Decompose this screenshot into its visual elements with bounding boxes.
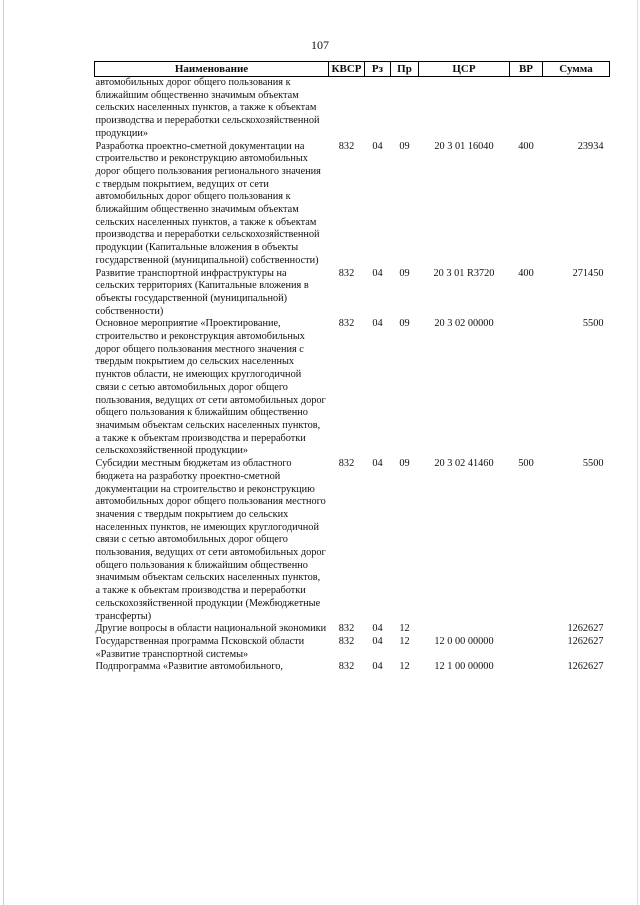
table-row — [95, 77, 610, 141]
row-csr: 20 3 02 41460 — [434, 458, 494, 470]
row-csr: 20 3 02 00000 — [434, 318, 494, 330]
row-kvsr: 832 — [338, 140, 355, 152]
row-sum: 23934 — [577, 140, 604, 152]
row-sum: 1262627 — [567, 661, 604, 673]
header-sum: Сумма — [543, 62, 610, 77]
row-vr: 400 — [518, 267, 534, 279]
header-vr: ВР — [510, 62, 543, 77]
page-number: 107 — [311, 38, 329, 52]
row-kvsr: 832 — [338, 318, 355, 330]
row-pr: 12 — [399, 661, 410, 673]
row-rz: 04 — [372, 267, 383, 279]
row-vr: 400 — [518, 140, 534, 152]
row-vr — [510, 623, 543, 636]
row-rz — [365, 77, 391, 141]
row-kvsr: 832 — [338, 661, 355, 673]
budget-table — [94, 61, 610, 674]
table-row — [95, 458, 610, 623]
table-header-row — [95, 62, 610, 77]
row-rz: 04 — [372, 635, 383, 647]
row-csr: 12 1 00 00000 — [434, 661, 494, 673]
row-kvsr — [329, 77, 365, 141]
row-rz: 04 — [372, 661, 383, 673]
row-vr — [510, 661, 543, 674]
row-rz: 04 — [372, 623, 383, 635]
row-name: Разработка проектно-сметной документации на строительство и реконструкцию автомобильных дорог общего пользования регионального значения с твердым покрытием, ведущих от сети автомобильных дорог общего пользования к ближайшим общественно значимым объектам сельских населенных пунктов, а также к объектам производства и переработки сельскохозяйственной продукции (Капитальные вложения в объекты государственной (муниципальной) собственности) — [95, 140, 321, 266]
row-kvsr: 832 — [338, 635, 355, 647]
row-kvsr: 832 — [338, 267, 355, 279]
row-rz: 04 — [372, 318, 383, 330]
row-name: автомобильных дорог общего пользования к ближайшим общественно значимым объектам сельских населенных пунктов, а также к объектам производства и переработки сельскохозяйственной продукции» — [95, 77, 320, 139]
row-kvsr: 832 — [338, 458, 355, 470]
row-vr — [510, 636, 543, 661]
row-csr: 20 3 01 R3720 — [433, 267, 495, 279]
row-csr — [419, 623, 510, 636]
header-csr: ЦСР — [419, 62, 510, 77]
row-pr: 09 — [399, 318, 410, 330]
table-row — [95, 623, 610, 636]
header-name: Наименование — [95, 62, 329, 77]
row-csr: 20 3 01 16040 — [434, 140, 494, 152]
scan-edge-left — [3, 0, 4, 905]
row-sum: 1262627 — [567, 635, 604, 647]
row-name: Основное мероприятие «Проектирование, строительство и реконструкция автомобильных дорог общего пользования местного значения с твердым покрытием до сельских населенных пунктов области, не имеющих круглогодичной связи с сетью автомобильных дорог общего пользования, ведущих от сети автомобильных дорог общего пользования к ближайшим общественно значимым объектам сельских населенных пунктов, а также к объектам производства и переработки сельскохозяйственной продукции» — [95, 318, 326, 457]
row-pr: 09 — [399, 140, 410, 152]
table-row — [95, 268, 610, 319]
table-row — [95, 141, 610, 268]
row-csr — [419, 77, 510, 141]
row-vr: 500 — [518, 458, 534, 470]
table-row — [95, 636, 610, 661]
row-name: Государственная программа Псковской области «Развитие транспортной системы» — [95, 635, 305, 660]
row-sum: 5500 — [582, 318, 604, 330]
row-pr: 09 — [399, 458, 410, 470]
row-sum: 5500 — [582, 458, 604, 470]
row-vr — [510, 318, 543, 458]
table-row — [95, 661, 610, 674]
row-pr: 12 — [399, 623, 410, 635]
header-rz: Рз — [365, 62, 391, 77]
row-name: Развитие транспортной инфраструктуры на сельских территориях (Капитальные вложения в объекты государственной (муниципальной) собственности) — [95, 267, 309, 317]
row-name: Подпрограмма «Развитие автомобильного, — [95, 661, 284, 673]
row-sum: 1262627 — [567, 623, 604, 635]
table-row — [95, 318, 610, 458]
row-sum — [543, 77, 610, 141]
row-sum: 271450 — [572, 267, 604, 279]
row-rz: 04 — [372, 140, 383, 152]
row-kvsr: 832 — [338, 623, 355, 635]
header-kvsr: КВСР — [329, 62, 365, 77]
row-name: Субсидии местным бюджетам из областного бюджета на разработку проектно-сметной документации на строительство и реконструкцию автомобильных дорог общего пользования местного значения с твердым покрытием до сельских населенных пунктов, не имеющих круглогодичной связи с сетью автомобильных дорог общего пользования, ведущих от сети автомобильных дорог общего пользования к ближайшим общественно значимым объектам сельских населенных пунктов, а также к объектам производства и переработки сельскохозяйственной продукции (Межбюджетные трансферты) — [95, 458, 326, 622]
row-name: Другие вопросы в области национальной экономики — [95, 623, 327, 635]
row-csr: 12 0 00 00000 — [434, 635, 494, 647]
scan-edge-right — [637, 0, 638, 905]
row-pr — [391, 77, 419, 141]
row-vr — [510, 77, 543, 141]
header-pr: Пр — [391, 62, 419, 77]
row-pr: 12 — [399, 635, 410, 647]
row-pr: 09 — [399, 267, 410, 279]
row-rz: 04 — [372, 458, 383, 470]
